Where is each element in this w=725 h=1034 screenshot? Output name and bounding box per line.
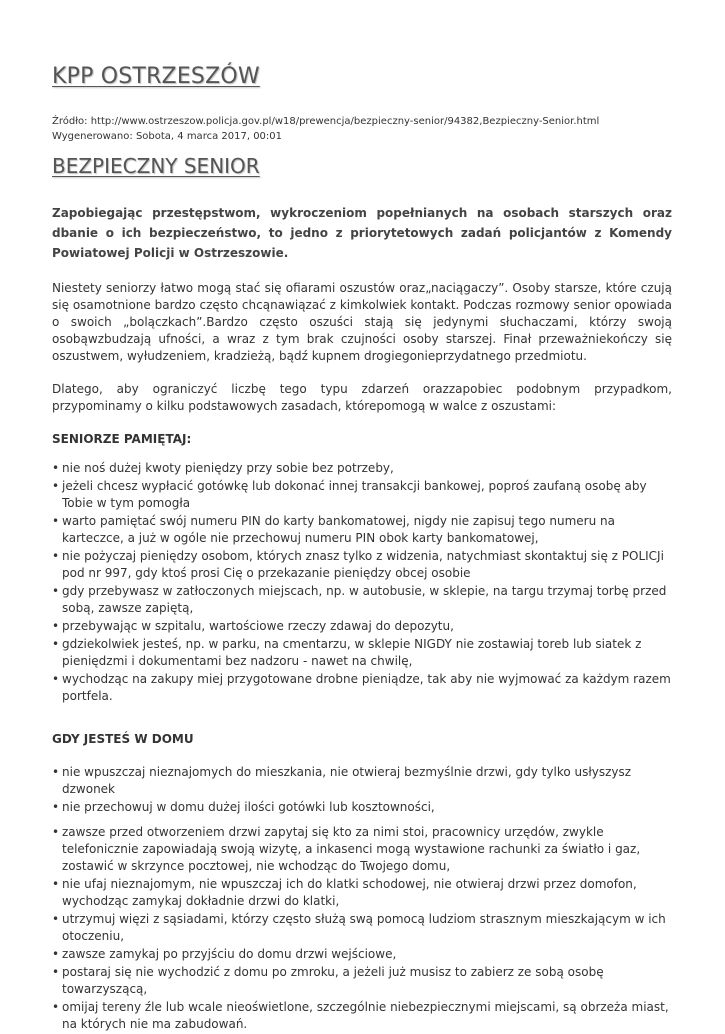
- list-item: • omijaj tereny źle lub wcale nieoświetlone, szczególnie niebezpiecznymi miejscami, są obrzeża miast, na których nie ma zabudowań.: [52, 999, 672, 1033]
- paragraph-2: Dlatego, aby ograniczyć liczbę tego typu zdarzeń orazzapobiec podobnym przypadkom, przypominamy o kilku podstawowych zasadach, którepomogą w walce z oszustami:: [52, 382, 672, 413]
- lead-paragraph: Zapobiegając przestępstwom, wykroczeniom popełnianych na osobach starszych oraz dbanie o ich bezpieczeństwo, to jedno z priorytetowych zadań policjantów z Komendy Powiatowej Policji w Ostrzeszowie.: [52, 206, 672, 260]
- list-item: • jeżeli chcesz wypłacić gotówkę lub dokonać innej transakcji bankowej, poproś zaufaną osobę aby Tobie w tym pomogła: [52, 478, 672, 512]
- list-item: • warto pamiętać swój numeru PIN do karty bankomatowej, nigdy nie zapisuj tego numeru na karteczce, a już w ogóle nie przechowuj numeru PIN obok karty bankomatowej,: [52, 513, 672, 547]
- list-item: • nie noś dużej kwoty pieniędzy przy sobie bez potrzeby,: [52, 460, 672, 477]
- article-title: BEZPIECZNY SENIOR: [52, 154, 260, 178]
- source-line: Źródło: http://www.ostrzeszow.policja.gov.pl/w18/prewencja/bezpieczny-senior/94382,Bezpieczny-Senior.html: [52, 116, 600, 127]
- list-item: • nie pożyczaj pieniędzy osobom, których znasz tylko z widzenia, natychmiast skontaktuj się z POLICJi pod nr 997, gdy ktoś prosi Cię o przekazanie pieniędzy obcej osobie: [52, 548, 672, 582]
- list-item: • wychodząc na zakupy miej przygotowane drobne pieniądze, tak aby nie wyjmować za każdym razem portfela.: [52, 671, 672, 705]
- list-item: • postaraj się nie wychodzić z domu po zmroku, a jeżeli już musisz to zabierz ze sobą osobę towarzyszącą,: [52, 964, 672, 998]
- list-item: • zawsze zamykaj po przyjściu do domu drzwi wejściowe,: [52, 946, 672, 963]
- list-item: • gdziekolwiek jesteś, np. w parku, na cmentarzu, w sklepie NIGDY nie zostawiaj toreb lub siatek z pieniędzmi i dokumentami bez nadzoru - nawet na chwilę,: [52, 636, 672, 670]
- list-item: • utrzymuj więzi z sąsiadami, którzy często służą swą pomocą ludziom strasznym mieszkającym w ich otoczeniu,: [52, 911, 672, 945]
- article-body: [52, 203, 672, 1034]
- section-heading-seniors: SENIORZE PAMIĘTAJ:: [52, 432, 192, 446]
- list-item: • nie wpuszczaj nieznajomych do mieszkania, nie otwieraj bezmyślnie drzwi, gdy tylko usłyszysz dzwonek: [52, 764, 672, 798]
- list-item: • nie ufaj nieznajomym, nie wpuszczaj ich do klatki schodowej, nie otwieraj drzwi przez domofon, wychodząc zamykaj dokładnie drzwi do klatki,: [52, 876, 672, 910]
- list-item: • przebywając w szpitalu, wartościowe rzeczy zdawaj do depozytu,: [52, 618, 672, 635]
- generated-line: Wygenerowano: Sobota, 4 marca 2017, 00:01: [52, 131, 283, 142]
- document-meta: [52, 114, 599, 144]
- list-item: • gdy przebywasz w zatłoczonych miejscach, np. w autobusie, w sklepie, na targu trzymaj torbę przed sobą, zawsze zapiętą,: [52, 583, 672, 617]
- section-heading-home: GDY JESTEŚ W DOMU: [52, 732, 194, 746]
- list-item: • nie przechowuj w domu dużej ilości gotówki lub kosztowności,: [52, 799, 672, 816]
- list-item: • zawsze przed otworzeniem drzwi zapytaj się kto za nimi stoi, pracownicy urzędów, zwykle telefonicznie zapowiadają swoją wizytę, a inkasenci mogą wystawione rachunki za światło i gaz, zostawić w skrzynce pocztowej, nie wchodząc do Twojego domu,: [52, 824, 672, 875]
- home-list: [52, 764, 672, 1033]
- site-title: KPP OSTRZESZÓW: [52, 64, 260, 89]
- paragraph-1: Niestety seniorzy łatwo mogą stać się ofiarami oszustów oraz„naciągaczy”. Osoby starsze, które czują się osamotnione bardzo często chcąnawiązać z kimkolwiek kontakt. Podczas rozmowy senior opowiada o swoich „bolączkach”.Bardzo często oszuści stają się jedynymi słuchaczami, którzy swoją osobąwzbudzają ufności, a wraz z tym brak czujności osoby starszej. Finał przeważniekończy się oszustwem, wyłudzeniem, kradzieżą, bądź kupnem drogiegonieprzydatnego przedmiotu.: [52, 281, 672, 363]
- seniors-list: [52, 460, 672, 705]
